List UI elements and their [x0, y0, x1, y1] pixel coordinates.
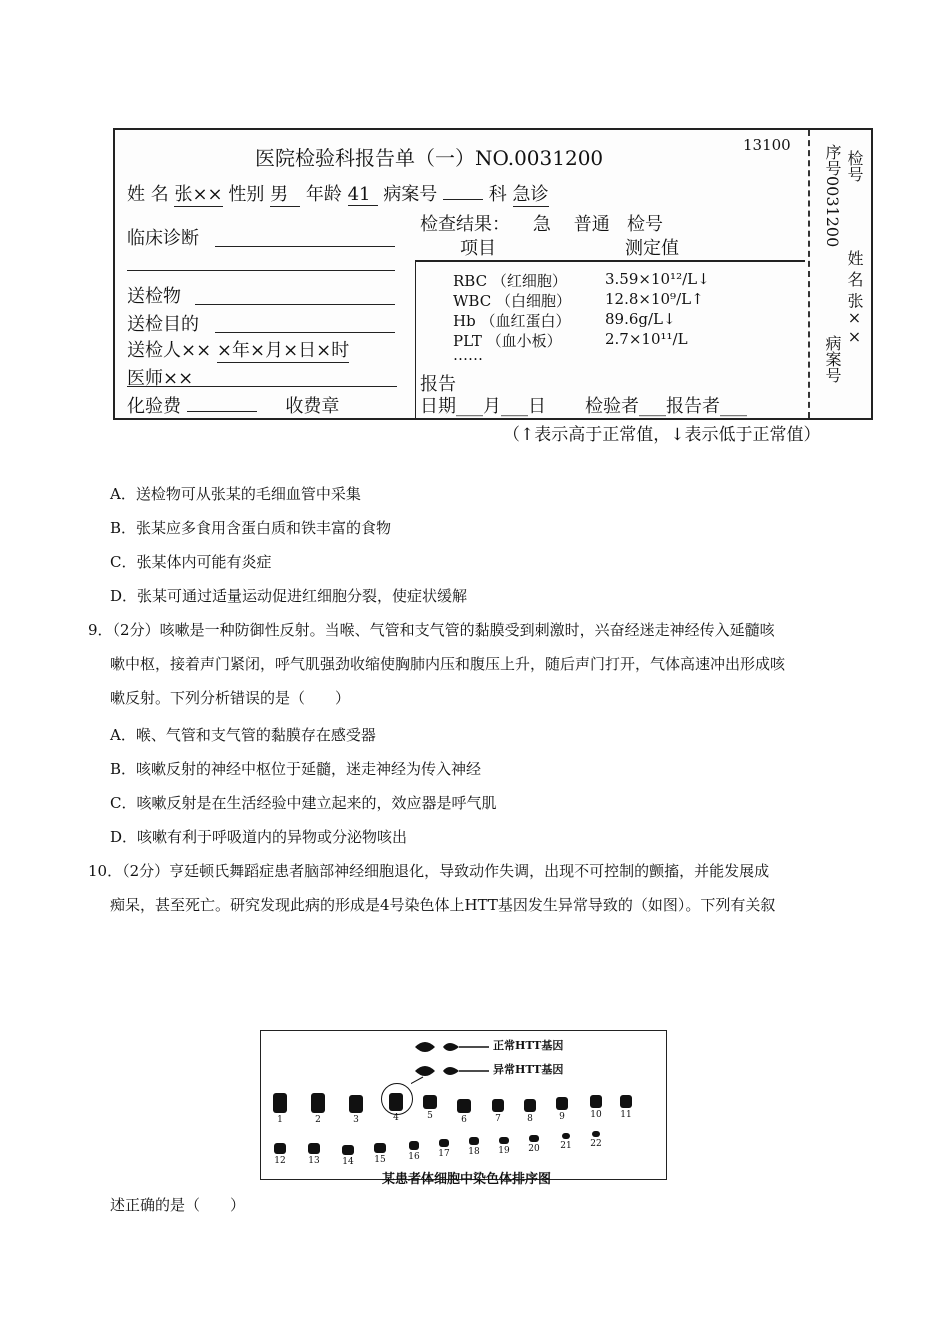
results-divider	[415, 260, 805, 262]
q8-option-a: A．送检物可从张某的毛细血管中采集	[110, 485, 361, 503]
check-no-label: 检号	[626, 214, 663, 235]
sample-line	[195, 304, 395, 305]
karyotype-figure	[260, 1030, 667, 1180]
sample-label: 送检物	[127, 286, 181, 307]
results-vertical-divider	[415, 260, 416, 420]
normal-gene-icon	[415, 1042, 459, 1052]
chromosome-6: 6	[453, 1099, 475, 1125]
dept-value: 急诊	[513, 180, 549, 207]
q9-option-b: B．咳嗽反射的神经中枢位于延髓，迷走神经为传入神经	[110, 760, 482, 778]
patient-info-line	[127, 180, 549, 207]
chromosome-13: 13	[303, 1143, 325, 1166]
case-label: 病案号	[383, 184, 438, 205]
chromosome-4: 4	[385, 1093, 407, 1123]
result-value-plt: 2.7×10¹¹/L	[605, 330, 688, 348]
chromosome-14: 14	[337, 1145, 359, 1167]
chromosome-17: 17	[433, 1139, 455, 1159]
lab-report-form	[113, 128, 873, 420]
result-item-plt: PLT （血小板）	[453, 332, 562, 350]
result-item-hb: Hb （血红蛋白）	[453, 312, 571, 330]
q9-option-d: D．咳嗽有利于呼吸道内的异物或分泌物咳出	[110, 828, 408, 846]
fee-value	[187, 411, 257, 412]
diagnosis-line	[215, 246, 395, 247]
chromosome-16: 16	[403, 1141, 425, 1162]
normal-label: 普通	[573, 214, 610, 235]
result-value-rbc: 3.59×10¹²/L↓	[605, 270, 710, 288]
chromosome-12: 12	[269, 1143, 291, 1166]
results-header	[420, 210, 663, 236]
figure-caption: 某患者体细胞中染色体排序图	[382, 1172, 552, 1187]
gene-legend-icons	[411, 1039, 491, 1089]
report-inspector: 检验者___报告者___	[585, 396, 747, 417]
q9-option-a: A．喉、气管和支气管的黏膜存在感受器	[110, 726, 376, 744]
chromosome-10: 10	[585, 1095, 607, 1120]
result-ellipsis: ……	[453, 346, 483, 364]
chromosome-8: 8	[519, 1099, 541, 1124]
abnormal-gene-icon	[415, 1066, 459, 1076]
case-value	[443, 199, 483, 200]
diagnosis-line-2	[127, 270, 395, 271]
result-item-wbc: WBC （白细胞）	[453, 292, 571, 310]
sex-label: 性别	[228, 184, 265, 205]
dept-label: 科	[488, 184, 507, 205]
result-value-wbc: 12.8×10⁹/L↑	[605, 290, 704, 308]
report-title: 医院检验科报告单（一）NO.0031200	[255, 146, 604, 170]
q8-option-d: D．张某可通过适量运动促进红细胞分裂，使症状缓解	[110, 587, 468, 605]
chromosome-21: 21	[555, 1133, 577, 1151]
doctor-line	[127, 386, 397, 387]
sex-value: 男	[270, 180, 300, 207]
q9-stem-line-1: 9．（2分）咳嗽是一种防御性反射。当喉、气管和支气管的黏膜受到刺激时，兴奋经迷走神经传入延髓咳	[88, 621, 775, 639]
chromosome-9: 9	[551, 1097, 573, 1122]
purpose-label: 送检目的	[127, 314, 199, 335]
doctor-label: 医师××	[127, 368, 194, 389]
stub-name: 姓 名 张××	[845, 250, 864, 347]
q9-option-c: C．咳嗽反射是在生活经验中建立起来的，效应器是呼气肌	[110, 794, 497, 812]
q8-option-c: C．张某体内可能有炎症	[110, 553, 272, 571]
chromosome-22: 22	[585, 1131, 607, 1149]
stamp-label: 收费章	[285, 396, 340, 417]
sender-label: 送检人××	[127, 340, 212, 361]
q9-stem-line-3: 嗽反射。下列分析错误的是（ ）	[110, 689, 351, 707]
chromosome-5: 5	[419, 1095, 441, 1121]
chromosome-1: 1	[269, 1093, 291, 1125]
value-header: 测定值	[625, 238, 679, 259]
name-label: 姓 名	[127, 184, 169, 205]
stub-case: 病案号	[823, 335, 842, 383]
q10-stem-tail: 述正确的是（ ）	[110, 1196, 246, 1214]
chromosome-20: 20	[523, 1135, 545, 1154]
sender-line	[127, 336, 349, 363]
chromosome-2: 2	[307, 1093, 329, 1125]
report-date: 日期___月___日	[420, 396, 546, 417]
purpose-line	[215, 332, 395, 333]
q10-stem-line-2: 痴呆，甚至死亡。研究发现此病的形成是4号染色体上HTT基因发生异常导致的（如图）。下列有关叙	[110, 896, 776, 914]
diagnosis-label: 临床诊断	[127, 228, 199, 249]
age-label: 年龄	[305, 184, 342, 205]
name-value: 张××	[174, 180, 222, 207]
age-value: 41	[348, 184, 378, 206]
stub-check: 检号	[845, 150, 864, 182]
report-label: 报告	[420, 374, 456, 395]
result-label: 检查结果：	[420, 214, 510, 235]
chromosome-18: 18	[463, 1137, 485, 1157]
fee-label: 化验费	[127, 396, 181, 417]
report-tear-line	[808, 130, 810, 418]
stub-serial: 序号0031200	[823, 144, 842, 248]
report-code: 13100	[743, 136, 791, 154]
abnormal-gene-label: 异常HTT基因	[493, 1063, 564, 1076]
result-item-rbc: RBC （红细胞）	[453, 272, 567, 290]
chromosome-11: 11	[615, 1095, 637, 1120]
fee-line	[127, 392, 339, 418]
normal-gene-label: 正常HTT基因	[493, 1039, 564, 1052]
result-value-hb: 89.6g/L↓	[605, 310, 676, 328]
chromosome-3: 3	[345, 1095, 367, 1125]
chromosome-19: 19	[493, 1137, 515, 1156]
chromosome-15: 15	[369, 1143, 391, 1165]
urgent-label: 急	[532, 214, 551, 235]
q8-option-b: B．张某应多食用含蛋白质和铁丰富的食物	[110, 519, 392, 537]
chromosome-7: 7	[487, 1099, 509, 1124]
q10-stem-line-1: 10．（2分）亨廷顿氏舞蹈症患者脑部神经细胞退化，导致动作失调，出现不可控制的颤搐，并能发展成	[88, 862, 770, 880]
report-legend: （↑表示高于正常值，↓表示低于正常值）	[503, 425, 821, 445]
item-header: 项目	[460, 238, 496, 259]
q9-stem-line-2: 嗽中枢，接着声门紧闭，呼气肌强劲收缩使胸肺内压和腹压上升，随后声门打开，气体高速冲出形成咳	[110, 655, 786, 673]
sender-time: ×年×月×日×时	[217, 336, 349, 363]
